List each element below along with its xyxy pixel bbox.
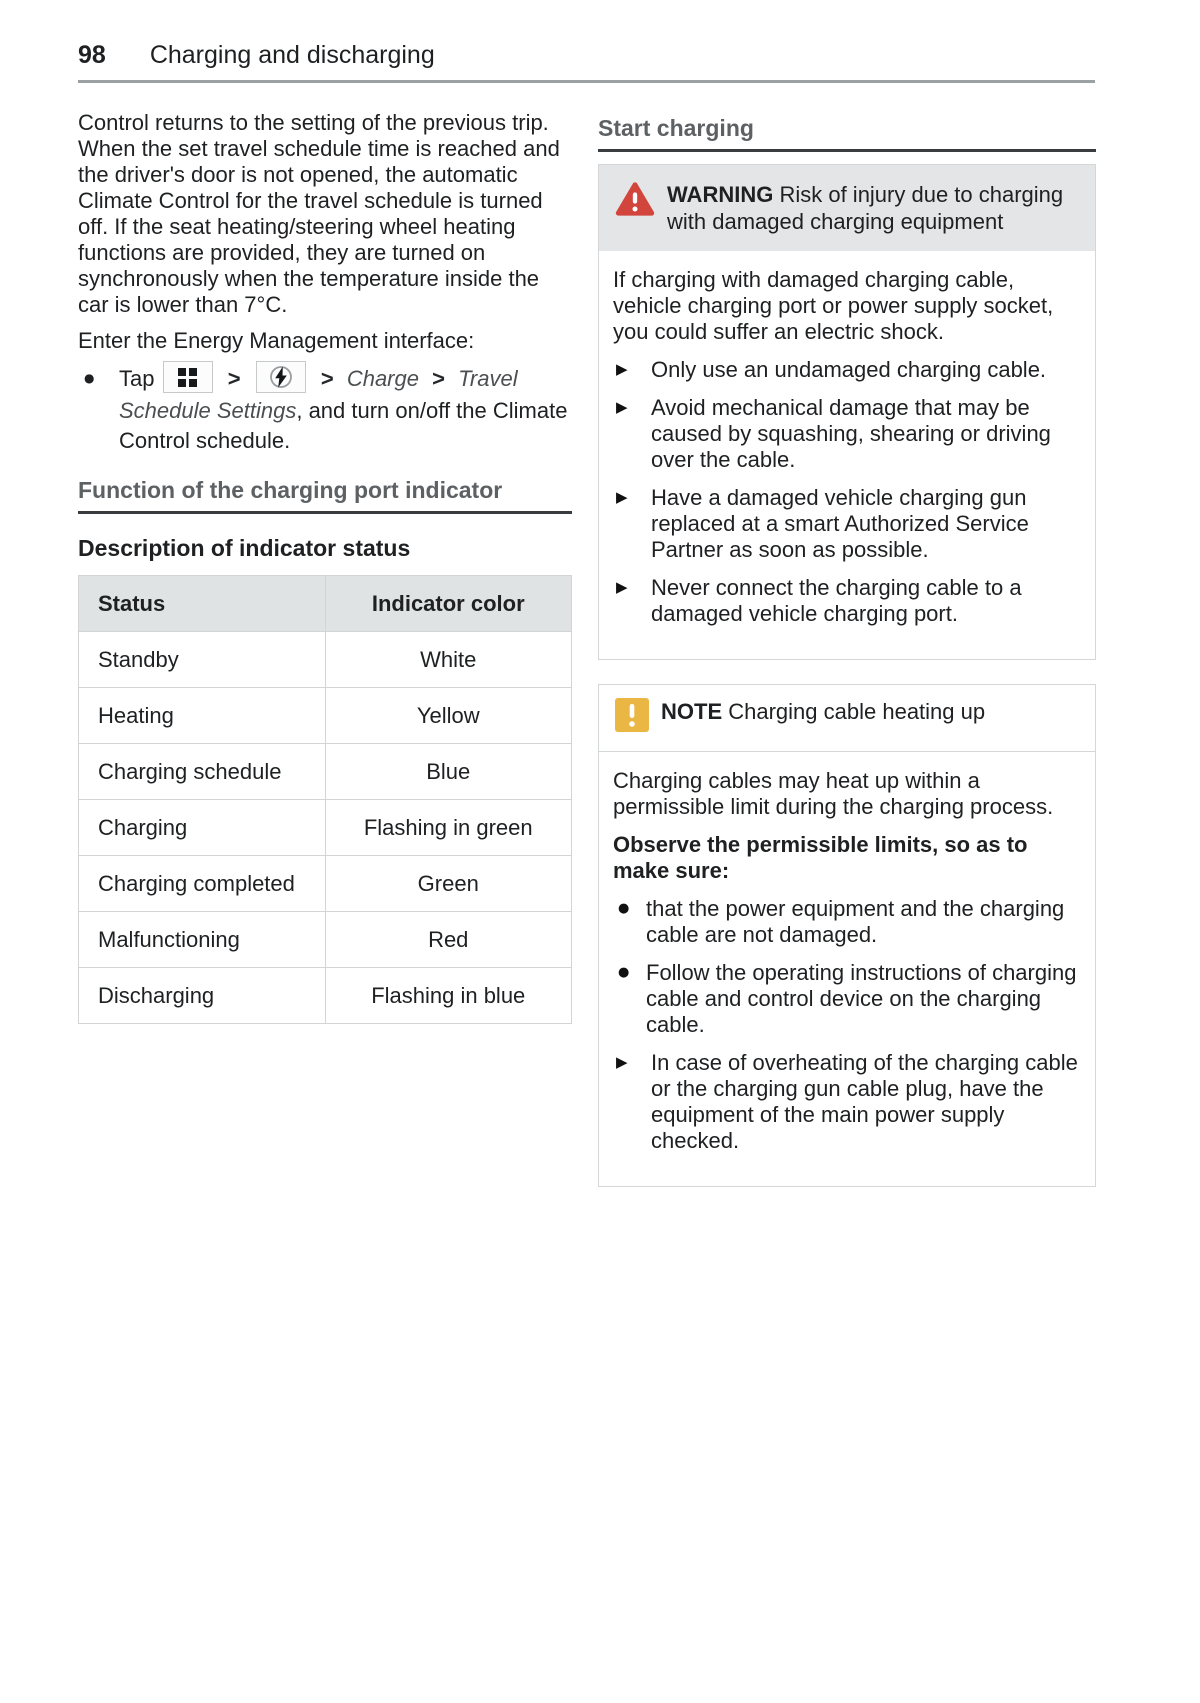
note-dot-bullet bbox=[613, 896, 1081, 948]
tap-prefix: Tap bbox=[119, 366, 155, 391]
warning-title bbox=[667, 181, 1079, 235]
bullet-dot-icon: ● bbox=[84, 371, 95, 385]
table-row bbox=[79, 800, 572, 856]
dot-bullet-icon: ● bbox=[618, 901, 630, 916]
status-cell: Malfunctioning bbox=[79, 912, 326, 968]
note-body-paragraph: Charging cables may heat up within a permissible limit during the charging process. bbox=[613, 768, 1054, 819]
color-cell: Green bbox=[325, 856, 572, 912]
table-header-row bbox=[79, 576, 572, 632]
note-bullet-text: In case of overheating of the charging cable or the charging gun cable plug, have the equipment of the main power supply checked. bbox=[651, 1050, 1078, 1153]
charge-lightning-icon bbox=[256, 361, 306, 393]
enter-interface-line: Enter the Energy Management interface: bbox=[78, 328, 475, 353]
note-title bbox=[661, 698, 1079, 738]
note-label: NOTE bbox=[661, 699, 723, 724]
note-dot-bullet bbox=[613, 960, 1081, 1038]
status-cell: Charging bbox=[79, 800, 326, 856]
arrow-bullet-icon: ▶ bbox=[616, 360, 628, 378]
lightning-glyph bbox=[268, 364, 294, 390]
note-exclamation-icon bbox=[615, 698, 649, 738]
color-cell: Blue bbox=[325, 744, 572, 800]
arrow-bullet-icon: ▶ bbox=[616, 398, 628, 416]
table-head bbox=[79, 576, 572, 632]
tap-step-text bbox=[119, 364, 572, 456]
column-header-status: Status bbox=[79, 576, 326, 632]
warning-bullet-text: Only use an undamaged charging cable. bbox=[651, 357, 1047, 382]
arrow-bullet-icon: ▶ bbox=[616, 578, 628, 596]
arrow-bullet-icon: ▶ bbox=[616, 488, 628, 506]
arrow-bullet-icon: ▶ bbox=[616, 1053, 628, 1071]
color-cell: White bbox=[325, 632, 572, 688]
warning-title-text: Risk of injury due to charging with damaged charging equipment bbox=[667, 182, 1064, 234]
note-arrow-bullet bbox=[613, 1050, 1081, 1154]
color-cell: Yellow bbox=[325, 688, 572, 744]
tap-suffix: , and turn on/off the Climate Control schedule. bbox=[119, 398, 568, 454]
table-row bbox=[79, 968, 572, 1024]
app-grid-glyph bbox=[178, 368, 197, 387]
table-row bbox=[79, 688, 572, 744]
table-row bbox=[79, 744, 572, 800]
page-number: 98 bbox=[78, 41, 106, 69]
warning-box bbox=[598, 164, 1096, 660]
menu-path-charge: Charge bbox=[346, 366, 419, 391]
warning-label: WARNING bbox=[667, 182, 774, 207]
chevron-separator-icon: > bbox=[320, 366, 334, 391]
warning-body-paragraph: If charging with damaged charging cable, vehicle charging port or power supply socket, you could suffer an electric shock. bbox=[613, 267, 1054, 344]
warning-bullet-text: Have a damaged vehicle charging gun replaced at a smart Authorized Service Partner as soon as possible. bbox=[651, 485, 1029, 562]
indicator-status-table bbox=[78, 575, 572, 1024]
status-cell: Charging completed bbox=[79, 856, 326, 912]
warning-triangle-icon bbox=[615, 181, 655, 235]
note-bullet-text: that the power equipment and the charging cable are not damaged. bbox=[646, 896, 1065, 947]
warning-bullet-text: Never connect the charging cable to a damaged vehicle charging port. bbox=[651, 575, 1022, 626]
status-cell: Charging schedule bbox=[79, 744, 326, 800]
tap-step-list-item bbox=[78, 364, 572, 456]
warning-box-body bbox=[599, 251, 1095, 659]
note-title-text: Charging cable heating up bbox=[728, 699, 986, 724]
warning-bullet bbox=[613, 395, 1081, 473]
chapter-title: Charging and discharging bbox=[149, 41, 435, 69]
status-cell: Standby bbox=[79, 632, 326, 688]
note-box-header bbox=[599, 685, 1095, 752]
status-cell: Discharging bbox=[79, 968, 326, 1024]
status-cell: Heating bbox=[79, 688, 326, 744]
page-header bbox=[78, 42, 1095, 83]
dot-bullet-icon: ● bbox=[618, 965, 630, 980]
right-column bbox=[598, 108, 1096, 1187]
table-row bbox=[79, 856, 572, 912]
intro-paragraph: Control returns to the setting of the previous trip. When the set travel schedule time is reached and the driver's door is not opened, the automatic Climate Control for the travel schedule is turned off. If the seat heating/steering wheel heating functions are provided, they are turned on synchronously when the temperature inside the car is lower than 7°C. bbox=[78, 110, 560, 317]
warning-bullet bbox=[613, 485, 1081, 563]
chevron-separator-icon: > bbox=[432, 366, 445, 391]
color-cell: Flashing in blue bbox=[325, 968, 572, 1024]
chevron-separator-icon: > bbox=[227, 366, 241, 391]
warning-bullet bbox=[613, 357, 1081, 383]
column-header-indicator-color: Indicator color bbox=[325, 576, 572, 632]
menu-path-travel-schedule-settings: Travel Schedule Settings bbox=[119, 366, 518, 424]
warning-bullet-text: Avoid mechanical damage that may be caused by squashing, shearing or driving over the cable. bbox=[651, 395, 1051, 472]
note-bullet-text: Follow the operating instructions of charging cable and control device on the charging cable. bbox=[646, 960, 1077, 1037]
table-row bbox=[79, 912, 572, 968]
app-grid-icon bbox=[163, 361, 213, 393]
section-heading-start-charging: Start charging bbox=[598, 115, 1096, 152]
note-box-body bbox=[599, 752, 1095, 1186]
table-body bbox=[79, 632, 572, 1024]
left-column bbox=[78, 108, 572, 1024]
color-cell: Red bbox=[325, 912, 572, 968]
note-box bbox=[598, 684, 1096, 1187]
warning-bullet bbox=[613, 575, 1081, 627]
table-row bbox=[79, 632, 572, 688]
warning-box-header bbox=[599, 165, 1095, 251]
note-bold-lead: Observe the permissible limits, so as to make sure: bbox=[613, 832, 1028, 883]
section-heading-charging-port-indicator: Function of the charging port indicator bbox=[78, 477, 572, 514]
color-cell: Flashing in green bbox=[325, 800, 572, 856]
table-title: Description of indicator status bbox=[78, 535, 411, 562]
